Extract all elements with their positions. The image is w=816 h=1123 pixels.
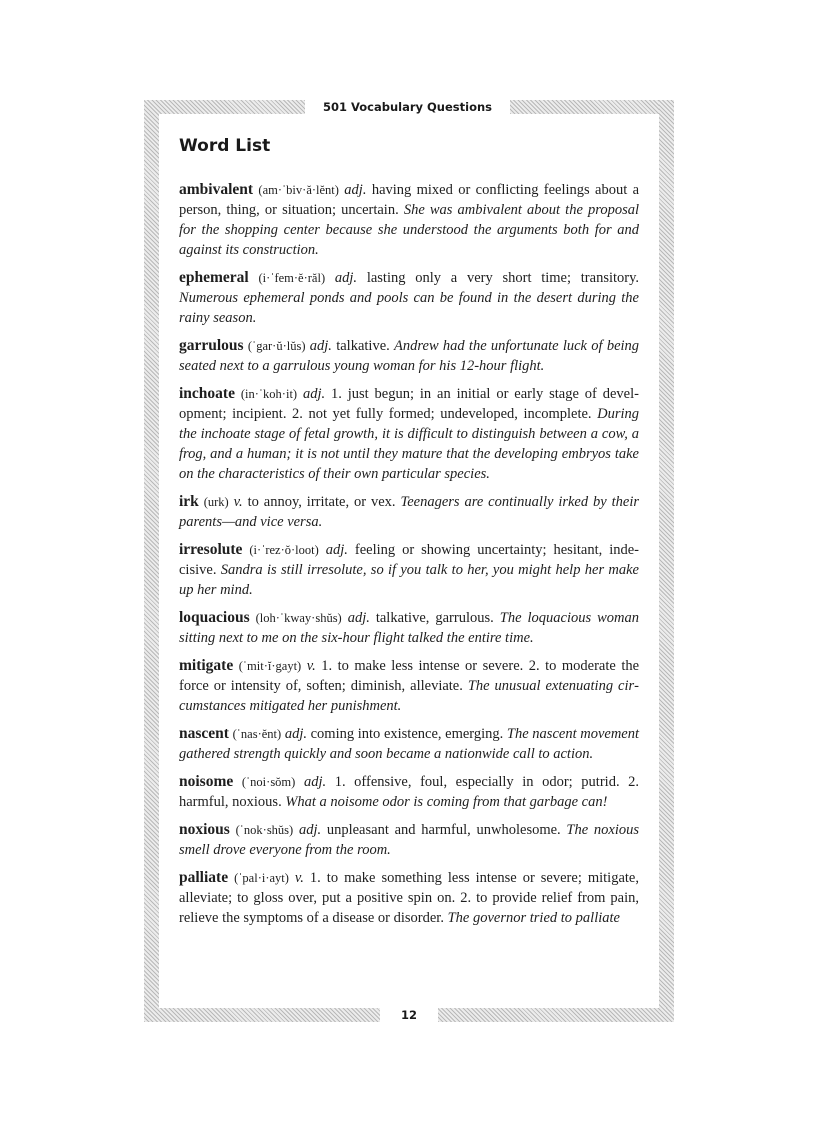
pronunciation: (ˈmit·ĭ·gayt) xyxy=(238,659,302,673)
pronunciation: (loh·ˈkway·shŭs) xyxy=(255,611,342,625)
word-entry xyxy=(179,656,639,716)
example-sentence: The loquacious woman sitting next to me on the six-hour flight talked the entire time. xyxy=(179,610,639,646)
example-sentence: The noxious smell drove everyone from the room. xyxy=(179,822,640,858)
word-entry xyxy=(179,336,639,376)
headword: mitigate xyxy=(179,657,234,674)
word-entry xyxy=(179,772,639,812)
running-head: 501 Vocabulary Questions xyxy=(322,100,493,114)
pronunciation: (ˈnok·shŭs) xyxy=(235,823,294,837)
word-entry xyxy=(179,608,639,648)
definition: unpleasant and harmful, unwholesome. xyxy=(326,822,561,838)
example-sentence: The nascent movement gathered strength quickly and soon became a nationwide call to action. xyxy=(179,726,640,762)
headword: ephemeral xyxy=(179,269,249,286)
headword: nascent xyxy=(179,725,229,742)
word-entry xyxy=(179,268,639,328)
right-frame-band xyxy=(659,100,674,1022)
definition: talkative. xyxy=(336,338,390,354)
word-entry xyxy=(179,724,639,764)
definition: 1. to make less intense or severe. 2. to moderate the force or intensity of, soften; diminish, alleviate. xyxy=(179,658,640,694)
pronunciation: (ˈpal·i·ayt) xyxy=(234,871,289,885)
footer-band-right xyxy=(438,1008,674,1022)
headword: noxious xyxy=(179,821,230,838)
part-of-speech: adj. xyxy=(309,338,332,354)
part-of-speech: adj. xyxy=(303,774,327,790)
left-frame-band xyxy=(144,100,159,1022)
word-entry xyxy=(179,540,639,600)
example-sentence: Numerous ephemeral ponds and pools can be found in the desert during the rainy season. xyxy=(179,290,639,326)
headword: irresolute xyxy=(179,541,243,558)
definition: to annoy, irritate, or vex. xyxy=(247,494,396,510)
word-entry xyxy=(179,820,639,860)
part-of-speech: v. xyxy=(294,870,304,886)
part-of-speech: adj. xyxy=(298,822,322,838)
headword: inchoate xyxy=(179,385,235,402)
part-of-speech: adj. xyxy=(284,726,307,742)
word-entry xyxy=(179,180,639,260)
part-of-speech: adj. xyxy=(325,542,348,558)
pronunciation: (am·ˈbiv·ă·lĕnt) xyxy=(258,183,339,197)
headword: ambivalent xyxy=(179,181,254,198)
headword: noisome xyxy=(179,773,234,790)
part-of-speech: v. xyxy=(306,658,316,674)
example-sentence: During the inchoate stage of fetal growth, it is difficult to distinguish between a cow, a frog, and a human; it is not until they mature that the developing embryos take on the characteristics of their own particular species. xyxy=(179,406,639,482)
definition: having mixed or conflicting feelings about a person, thing, or situation; uncertain. xyxy=(179,182,640,218)
footer-band-left xyxy=(144,1008,380,1022)
example-sentence: Sandra is still irresolute, so if you talk to her, you might help her make up her mind. xyxy=(179,562,639,598)
definition: 1. to make something less intense or severe; mitigate, alleviate; to gloss over, put a positive spin on. 2. to provide relief from pain, relieve the symptoms of a disease or disorder. xyxy=(179,870,639,926)
part-of-speech: adj. xyxy=(334,270,358,286)
word-entry xyxy=(179,868,639,928)
word-entry xyxy=(179,384,639,484)
pronunciation: (in·ˈkoh·it) xyxy=(240,387,298,401)
header-band-right xyxy=(510,100,674,114)
example-sentence: Teenagers are continually irked by their parents—and vice versa. xyxy=(179,494,640,530)
headword: garrulous xyxy=(179,337,244,354)
section-title: Word List xyxy=(179,136,271,156)
definition: talkative, garrulous. xyxy=(375,610,494,626)
pronunciation: (ˈgar·ŭ·lŭs) xyxy=(247,339,306,353)
example-sentence: The unusual extenuating circumstances mitigated her punishment. xyxy=(179,678,640,714)
word-list xyxy=(179,180,639,928)
page-content xyxy=(179,132,639,936)
word-entry xyxy=(179,492,639,532)
pronunciation: (urk) xyxy=(203,495,229,509)
definition: 1. offensive, foul, especially in odor; putrid. 2. harmful, noxious. xyxy=(179,774,640,810)
example-sentence: Andrew had the unfortunate luck of being seated next to a garrulous young woman for his 12-hour flight. xyxy=(179,338,640,374)
definition: feeling or showing uncertainty; hesitant, indecisive. xyxy=(179,542,639,578)
header-band-left xyxy=(144,100,305,114)
pronunciation: (ˈnoi·sŏm) xyxy=(241,775,296,789)
part-of-speech: v. xyxy=(233,494,243,510)
pronunciation: (ˈnas·ĕnt) xyxy=(232,727,282,741)
example-sentence: The governor tried to palliate xyxy=(447,910,620,926)
part-of-speech: adj. xyxy=(347,610,370,626)
part-of-speech: adj. xyxy=(344,182,367,198)
headword: palliate xyxy=(179,869,229,886)
pronunciation: (i·ˈrez·ŏ·loot) xyxy=(249,543,319,557)
part-of-speech: adj. xyxy=(302,386,326,402)
headword: irk xyxy=(179,493,199,510)
definition: lasting only a very short time; transitory. xyxy=(366,270,640,286)
pronunciation: (i·ˈfem·ĕ·răl) xyxy=(258,271,326,285)
example-sentence: What a noisome odor is coming from that garbage can! xyxy=(285,794,608,810)
page-number: 12 xyxy=(400,1008,417,1022)
headword: loquacious xyxy=(179,609,250,626)
example-sentence: She was ambivalent about the proposal for the shopping center because she understood the arguments both for and against its construction. xyxy=(179,202,640,258)
definition: 1. just begun; in an initial or early stage of development; incipient. 2. not yet fully formed; undeveloped, incomplete. xyxy=(179,386,639,422)
definition: coming into existence, emerging. xyxy=(310,726,504,742)
